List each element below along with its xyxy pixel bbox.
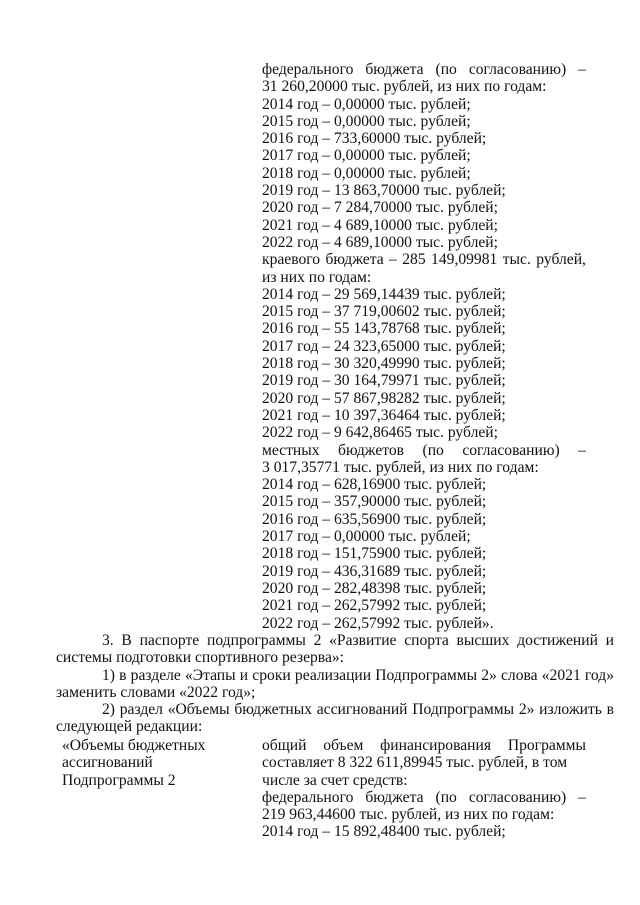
local-year-line: 2018 год – 151,75900 тыс. рублей; bbox=[262, 545, 487, 563]
regional-year-line: 2014 год – 29 569,14439 тыс. рублей; bbox=[262, 285, 506, 303]
program-total-line: числе за счет средств: bbox=[262, 771, 408, 789]
regional-sub: из них по годам: bbox=[262, 268, 372, 286]
regional-heading: краевого бюджета – 285 149,09981 тыс. рублей, bbox=[262, 251, 586, 269]
federal-total: 31 260,20000 тыс. рублей, из них по годам: bbox=[262, 78, 547, 96]
federal-budget-block bbox=[262, 61, 586, 632]
local-year-line: 2016 год – 635,56900 тыс. рублей; bbox=[262, 510, 487, 528]
item-3-1-paragraph: 1) в разделе «Этапы и сроки реализации Подпрограммы 2» слова «2021 год» заменить словами «2022 год»; bbox=[56, 666, 614, 701]
local-year-line: 2022 год – 262,57992 тыс. рублей». bbox=[262, 614, 494, 632]
local-year-line: 2015 год – 357,90000 тыс. рублей; bbox=[262, 493, 487, 511]
item-3-paragraph: 3. В паспорте подпрограммы 2 «Развитие спорта высших достижений и системы подготовки спортивного резерва»: bbox=[56, 632, 614, 667]
federal-year-line: 2021 год – 4 689,10000 тыс. рублей; bbox=[262, 216, 498, 234]
local-year-line: 2014 год – 628,16900 тыс. рублей; bbox=[262, 476, 487, 494]
federal-year-line: 2022 год – 4 689,10000 тыс. рублей; bbox=[262, 233, 498, 251]
regional-year-line: 2016 год – 55 143,78768 тыс. рублей; bbox=[262, 320, 506, 338]
federal-year-line: 2017 год – 0,00000 тыс. рублей; bbox=[262, 147, 471, 165]
federal-year-line: 2019 год – 13 863,70000 тыс. рублей; bbox=[262, 182, 506, 200]
local-heading: местных бюджетов (по согласованию) – bbox=[262, 441, 586, 459]
federal-year-line: 2015 год – 0,00000 тыс. рублей; bbox=[262, 112, 471, 130]
table-federal-total: 219 963,44600 тыс. рублей, из них по годам: bbox=[262, 806, 555, 824]
amendment-paragraphs bbox=[56, 632, 614, 736]
item-3-2-paragraph: 2) раздел «Объемы бюджетных ассигнований Подпрограммы 2» изложить в следующей редакции: bbox=[56, 701, 614, 736]
regional-year-line: 2017 год – 24 323,65000 тыс. рублей; bbox=[262, 337, 506, 355]
regional-year-line: 2022 год – 9 642,86465 тыс. рублей; bbox=[262, 424, 498, 442]
program-total-heading: общий объем финансирования Программы bbox=[262, 737, 586, 754]
regional-year-line: 2015 год – 37 719,00602 тыс. рублей; bbox=[262, 303, 506, 321]
table-federal-heading: федерального бюджета (по согласованию) – bbox=[262, 788, 586, 806]
local-year-line: 2020 год – 282,48398 тыс. рублей; bbox=[262, 579, 487, 597]
program-total-line: составляет 8 322 611,89945 тыс. рублей, в том bbox=[262, 754, 568, 772]
federal-year-line: 2018 год – 0,00000 тыс. рублей; bbox=[262, 164, 471, 182]
local-total: 3 017,35771 тыс. рублей, из них по годам: bbox=[262, 458, 539, 476]
federal-heading: федерального бюджета (по согласованию) – bbox=[262, 61, 586, 78]
local-year-line: 2017 год – 0,00000 тыс. рублей; bbox=[262, 528, 471, 546]
table-left-label: «Объемы бюджетных ассигнований Подпрограммы 2 bbox=[62, 737, 206, 789]
regional-year-line: 2019 год – 30 164,79971 тыс. рублей; bbox=[262, 372, 506, 390]
regional-year-line: 2021 год – 10 397,36464 тыс. рублей; bbox=[262, 406, 506, 424]
federal-year-line: 2014 год – 0,00000 тыс. рублей; bbox=[262, 95, 471, 113]
federal-year-line: 2016 год – 733,60000 тыс. рублей; bbox=[262, 130, 487, 148]
regional-year-line: 2018 год – 30 320,49990 тыс. рублей; bbox=[262, 355, 506, 373]
regional-year-line: 2020 год – 57 867,98282 тыс. рублей; bbox=[262, 389, 506, 407]
table-right-content bbox=[262, 737, 586, 841]
local-year-line: 2021 год – 262,57992 тыс. рублей; bbox=[262, 597, 487, 615]
federal-year-line: 2020 год – 7 284,70000 тыс. рублей; bbox=[262, 199, 498, 217]
table-federal-year-line: 2014 год – 15 892,48400 тыс. рублей; bbox=[262, 823, 506, 841]
local-year-line: 2019 год – 436,31689 тыс. рублей; bbox=[262, 562, 487, 580]
